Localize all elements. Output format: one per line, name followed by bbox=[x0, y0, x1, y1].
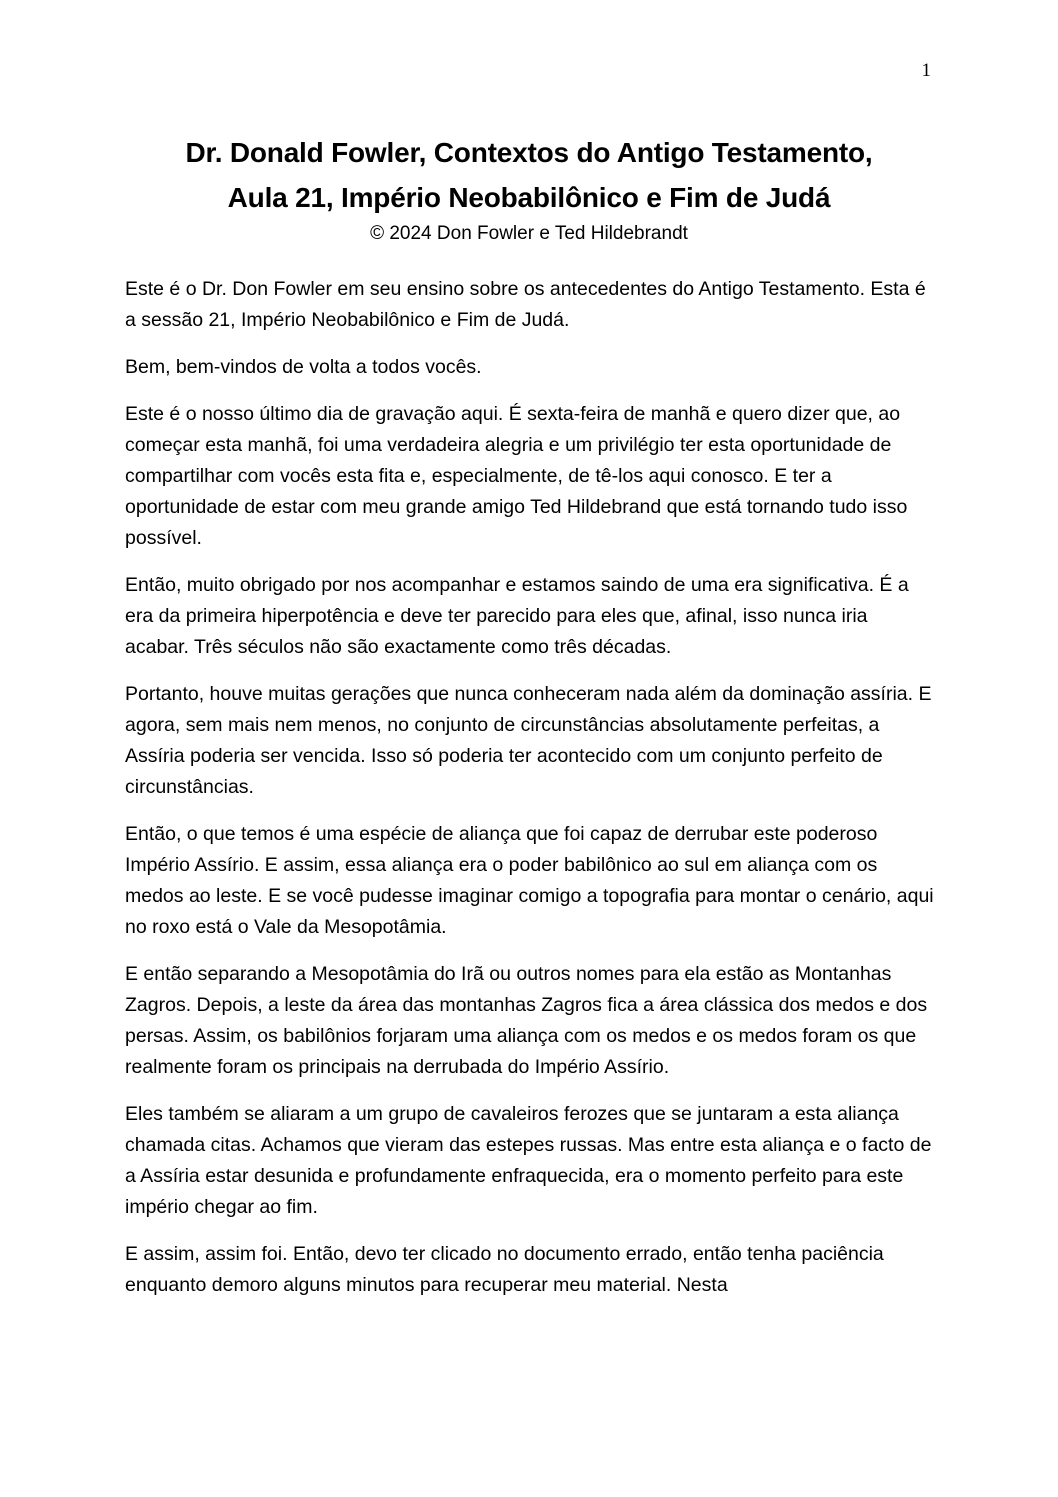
paragraph: E assim, assim foi. Então, devo ter clicado no documento errado, então tenha paciência enquanto demoro alguns minutos para recuperar meu material. Nesta bbox=[125, 1243, 884, 1296]
paragraph: Portanto, houve muitas gerações que nunca conheceram nada além da dominação assíria. E agora, sem mais nem menos, no conjunto de circunstâncias absolutamente perfeitas, a Assíria poderia ser vencida. Isso só poderia ter acontecido com um conjunto perfeito de circunstâncias. bbox=[125, 683, 932, 798]
document-body bbox=[125, 274, 935, 1301]
document-title-line-1: Dr. Donald Fowler, Contextos do Antigo Testamento, bbox=[185, 137, 873, 168]
document-title-line-2: Aula 21, Império Neobabilônico e Fim de Judá bbox=[227, 182, 831, 213]
paragraph: Eles também se aliaram a um grupo de cavaleiros ferozes que se juntaram a esta aliança chamada citas. Achamos que vieram das estepes russas. Mas entre esta aliança e o facto de a Assíria estar desunida e profundamente enfraquecida, era o momento perfeito para este império chegar ao fim. bbox=[125, 1103, 932, 1218]
paragraph: Então, muito obrigado por nos acompanhar e estamos saindo de uma era significativa. É a era da primeira hiperpotência e deve ter parecido para eles que, afinal, isso nunca iria acabar. Três séculos não são exactamente como três décadas. bbox=[125, 574, 909, 658]
paragraph: Então, o que temos é uma espécie de aliança que foi capaz de derrubar este poderoso Império Assírio. E assim, essa aliança era o poder babilônico ao sul em aliança com os medos ao leste. E se você pudesse imaginar comigo a topografia para montar o cenário, aqui no roxo está o Vale da Mesopotâmia. bbox=[125, 823, 934, 938]
paragraph: Este é o nosso último dia de gravação aqui. É sexta-feira de manhã e quero dizer que, ao começar esta manhã, foi uma verdadeira alegria e um privilégio ter esta oportunidade de compartilhar com vocês esta fita e, especialmente, de tê-los aqui conosco. E ter a oportunidade de estar com meu grande amigo Ted Hildebrand que está tornando tudo isso possível. bbox=[125, 403, 908, 549]
title-block bbox=[100, 130, 958, 246]
paragraph: Bem, bem-vindos de volta a todos vocês. bbox=[125, 356, 482, 378]
paragraph: E então separando a Mesopotâmia do Irã ou outros nomes para ela estão as Montanhas Zagros. Depois, a leste da área das montanhas Zagros fica a área clássica dos medos e dos persas. Assim, os babilônios forjaram uma aliança com os medos e os medos foram os que realmente foram os principais na derrubada do Império Assírio. bbox=[125, 963, 928, 1078]
copyright-line: © 2024 Don Fowler e Ted Hildebrandt bbox=[370, 223, 688, 244]
paragraph: Este é o Dr. Don Fowler em seu ensino sobre os antecedentes do Antigo Testamento. Esta é a sessão 21, Império Neobabilônico e Fim de Judá. bbox=[125, 278, 926, 331]
page-number: 1 bbox=[921, 60, 931, 81]
